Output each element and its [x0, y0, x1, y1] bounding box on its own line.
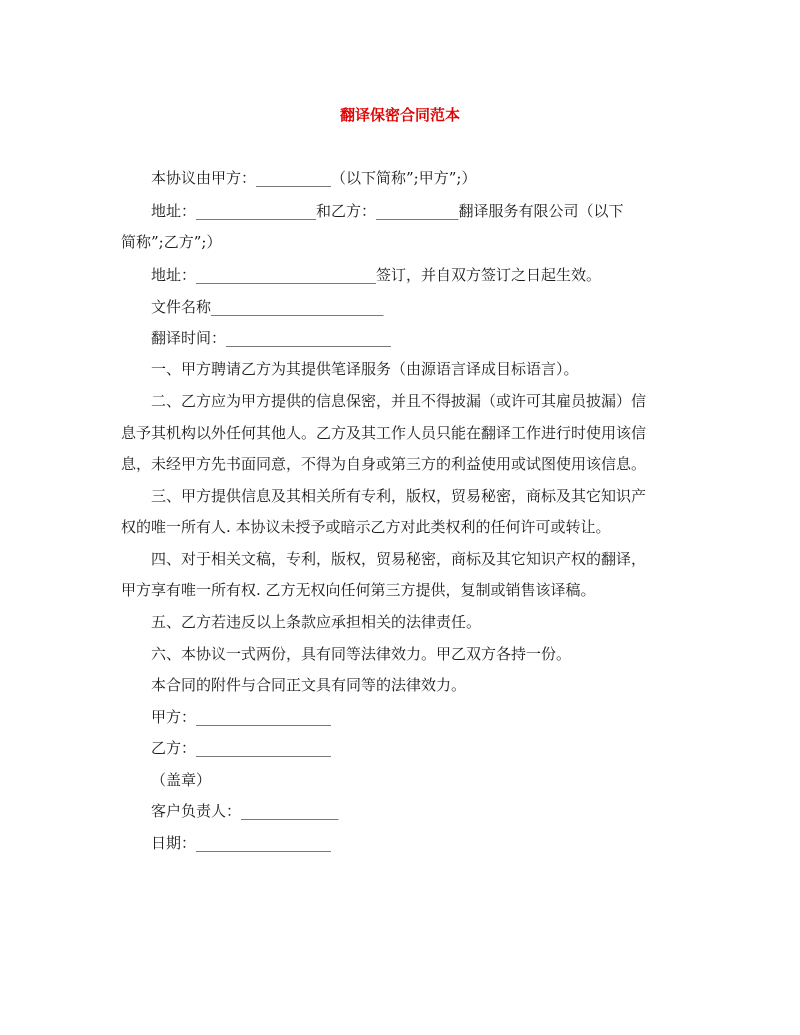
clause-1: 一、甲方聘请乙方为其提供笔译服务（由源语言译成目标语言）。 — [151, 360, 579, 378]
clause-3-line-2: 权的唯一所有人. 本协议未授予或暗示乙方对此类权利的任何许可或转让。 — [121, 518, 611, 536]
clause-2-line-1: 二、乙方应为甲方提供的信息保密，并且不得披漏（或许可其雇员披漏）信 — [151, 392, 647, 410]
party-a-intro: 本协议由甲方：__________（以下简称”;甲方”;） — [151, 169, 477, 187]
address-and-party-b: 地址：________________和乙方：___________翻译服务有限公司（以下 — [151, 202, 624, 220]
address-signing-line: 地址：________________________签订，并自双方签订之日起生效。 — [151, 266, 602, 284]
client-representative-line: 客户负责人：_____________ — [151, 802, 339, 820]
date-line: 日期：__________________ — [151, 834, 332, 852]
translation-time-line: 翻译时间：______________________ — [151, 329, 392, 347]
clause-3-line-1: 三、甲方提供信息及其相关所有专利，版权，贸易秘密，商标及其它知识产 — [151, 487, 647, 505]
clause-5: 五、乙方若违反以上条款应承担相关的法律责任。 — [151, 613, 482, 631]
file-name-line: 文件名称_______________________ — [151, 298, 384, 316]
clause-4-line-2: 甲方享有唯一所有权. 乙方无权向任何第三方提供，复制或销售该译稿。 — [121, 581, 596, 599]
clause-4-line-1: 四、对于相关文稿，专利，版权，贸易秘密，商标及其它知识产权的翻译， — [151, 550, 647, 568]
seal-label: （盖章） — [151, 771, 212, 789]
party-b-short-name: 简称”;乙方”;） — [121, 233, 222, 251]
party-b-signature: 乙方：__________________ — [151, 739, 332, 757]
clause-2-line-3: 息，未经甲方先书面同意，不得为自身或第三方的利益使用或试图使用该信息。 — [121, 455, 647, 473]
document-title: 翻译保密合同范本 — [339, 106, 460, 124]
attachment-clause: 本合同的附件与合同正文具有同等的法律效力。 — [151, 676, 467, 694]
party-a-signature: 甲方：__________________ — [151, 708, 332, 726]
clause-2-line-2: 息予其机构以外任何其他人。乙方及其工作人员只能在翻译工作进行时使用该信 — [121, 424, 647, 442]
clause-6: 六、本协议一式两份，具有同等法律效力。甲乙双方各持一份。 — [151, 645, 572, 663]
